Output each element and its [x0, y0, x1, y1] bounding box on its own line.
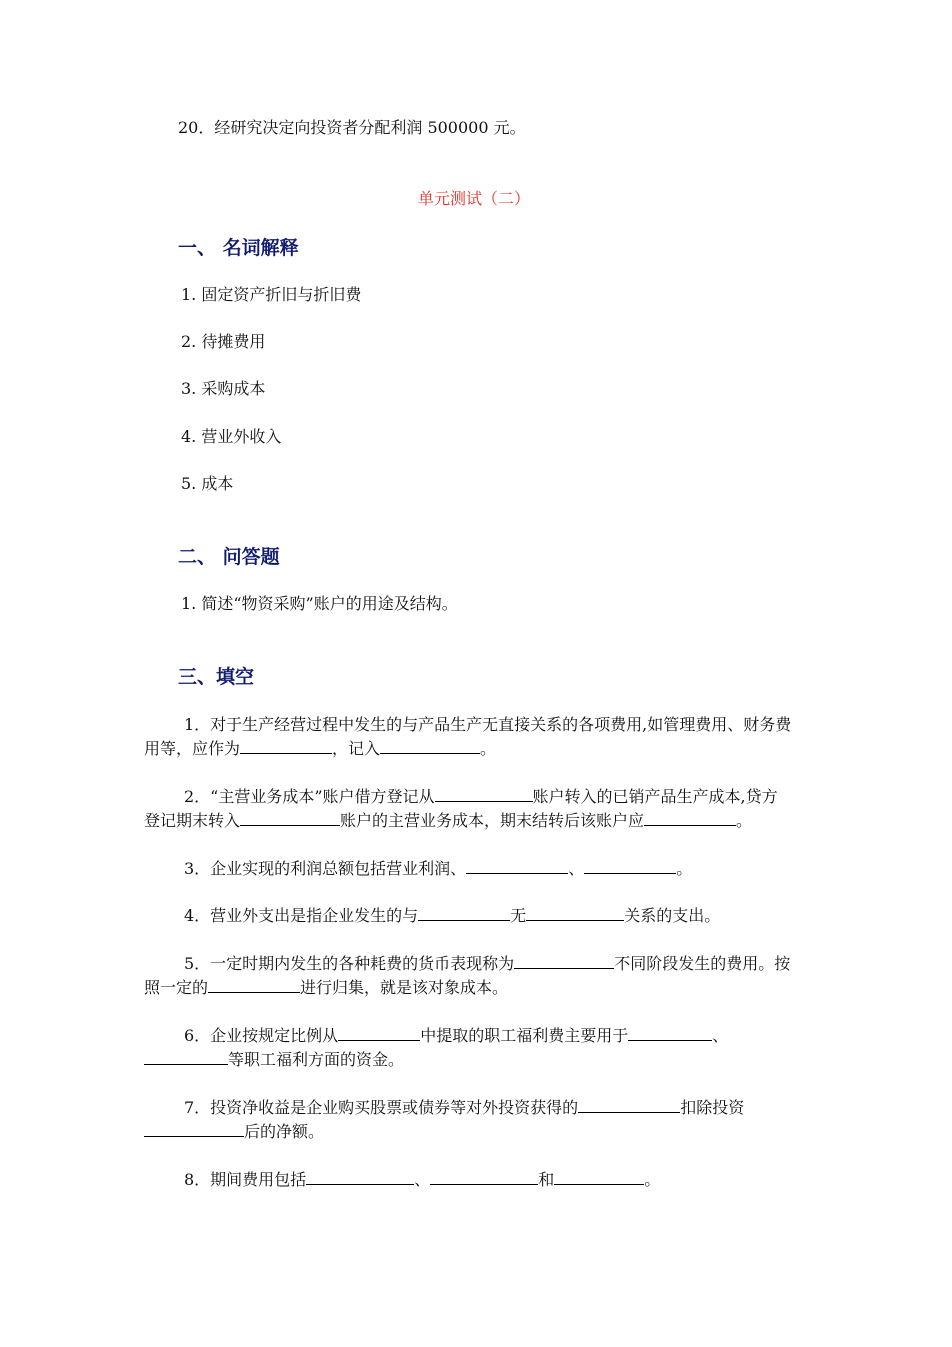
unit-title: 单元测试（二）	[418, 189, 531, 208]
answer-blank[interactable]	[435, 786, 533, 802]
definition-item: 2. 待摊费用	[181, 332, 266, 351]
fill-q1-line1	[184, 714, 791, 736]
q4-text: 4．营业外支出是指企业发生的与	[184, 906, 419, 925]
fill-q6-line1	[184, 1025, 728, 1047]
q2-text: 2．“主营业务成本”账户借方登记从	[184, 787, 435, 806]
q5-text: 不同阶段发生的费用。按	[614, 954, 791, 973]
answer-blank[interactable]	[240, 810, 340, 826]
answer-blank[interactable]	[526, 905, 624, 921]
q2-text: 账户转入的已销产品生产成本,贷方	[532, 787, 778, 806]
answer-blank[interactable]	[584, 858, 676, 874]
answer-blank[interactable]	[628, 1025, 712, 1041]
q3-text: 、	[568, 859, 585, 878]
q1-text: 用等，应作为	[144, 739, 241, 758]
fill-q2-line1	[184, 786, 778, 808]
q6-text: 等职工福利方面的资金。	[228, 1050, 405, 1069]
q2-text: 。	[736, 811, 753, 830]
definition-item: 1. 固定资产折旧与折旧费	[181, 285, 362, 304]
q7-text: 扣除投资	[680, 1098, 745, 1117]
item-20: 20．经研究决定向投资者分配利润 500000 元。	[178, 118, 526, 137]
definition-item: 4. 营业外收入	[181, 427, 282, 446]
answer-blank[interactable]	[338, 1025, 420, 1041]
answer-blank[interactable]	[430, 1169, 538, 1185]
q5-text: 进行归集，就是该对象成本。	[300, 978, 509, 997]
answer-blank[interactable]	[644, 810, 736, 826]
q6-text: 6．企业按规定比例从	[184, 1026, 339, 1045]
answer-blank[interactable]	[144, 1049, 228, 1065]
fill-q2-line2	[144, 810, 752, 832]
q1-text: 1．对于生产经营过程中发生的与产品生产无直接关系的各项费用,如管理费用、财务费	[184, 715, 792, 734]
q8-text: 、	[414, 1170, 431, 1189]
q6-text: 、	[712, 1026, 729, 1045]
fill-q5-line2	[144, 977, 508, 999]
fill-q5-line1	[184, 953, 790, 975]
q2-text: 登记期末转入	[144, 811, 241, 830]
q5-text: 照一定的	[144, 978, 209, 997]
q4-text: 关系的支出。	[624, 906, 721, 925]
fill-q6-line2	[144, 1049, 404, 1071]
q3-text: 3．企业实现的利润总额包括营业利润、	[184, 859, 467, 878]
fill-q7-line2	[144, 1121, 324, 1143]
section-heading-questions: 二、 问答题	[178, 546, 280, 568]
answer-blank[interactable]	[380, 738, 480, 754]
fill-q7-line1	[184, 1097, 744, 1119]
answer-blank[interactable]	[306, 1169, 414, 1185]
answer-blank[interactable]	[514, 953, 614, 969]
fill-q4	[184, 905, 720, 927]
definition-item: 5. 成本	[181, 474, 234, 493]
q8-text: 和	[538, 1170, 555, 1189]
q4-text: 无	[510, 906, 527, 925]
fill-q3	[184, 858, 692, 880]
q8-text: 8．期间费用包括	[184, 1170, 307, 1189]
answer-blank[interactable]	[208, 977, 300, 993]
q7-text: 7．投资净收益是企业购买股票或债券等对外投资获得的	[184, 1098, 579, 1117]
q2-text: 账户的主营业务成本，期末结转后该账户应	[340, 811, 645, 830]
q1-text: 。	[480, 739, 497, 758]
q1-text: ，记入	[332, 739, 381, 758]
q5-text: 5．一定时期内发生的各种耗费的货币表现称为	[184, 954, 515, 973]
answer-blank[interactable]	[466, 858, 568, 874]
section-heading-fill-blank: 三、填空	[178, 666, 255, 688]
answer-blank[interactable]	[144, 1121, 244, 1137]
q3-text: 。	[676, 859, 693, 878]
fill-q8	[184, 1169, 660, 1191]
definition-item: 3. 采购成本	[181, 379, 266, 398]
answer-blank[interactable]	[418, 905, 510, 921]
section-heading-definitions: 一、 名词解释	[178, 237, 299, 259]
fill-q1-line2	[144, 738, 496, 760]
answer-blank[interactable]	[554, 1169, 644, 1185]
q6-text: 中提取的职工福利费主要用于	[420, 1026, 629, 1045]
answer-blank[interactable]	[578, 1097, 680, 1113]
question-item: 1. 简述“物资采购”账户的用途及结构。	[181, 594, 458, 613]
q7-text: 后的净额。	[244, 1122, 325, 1141]
answer-blank[interactable]	[240, 738, 332, 754]
q8-text: 。	[644, 1170, 661, 1189]
